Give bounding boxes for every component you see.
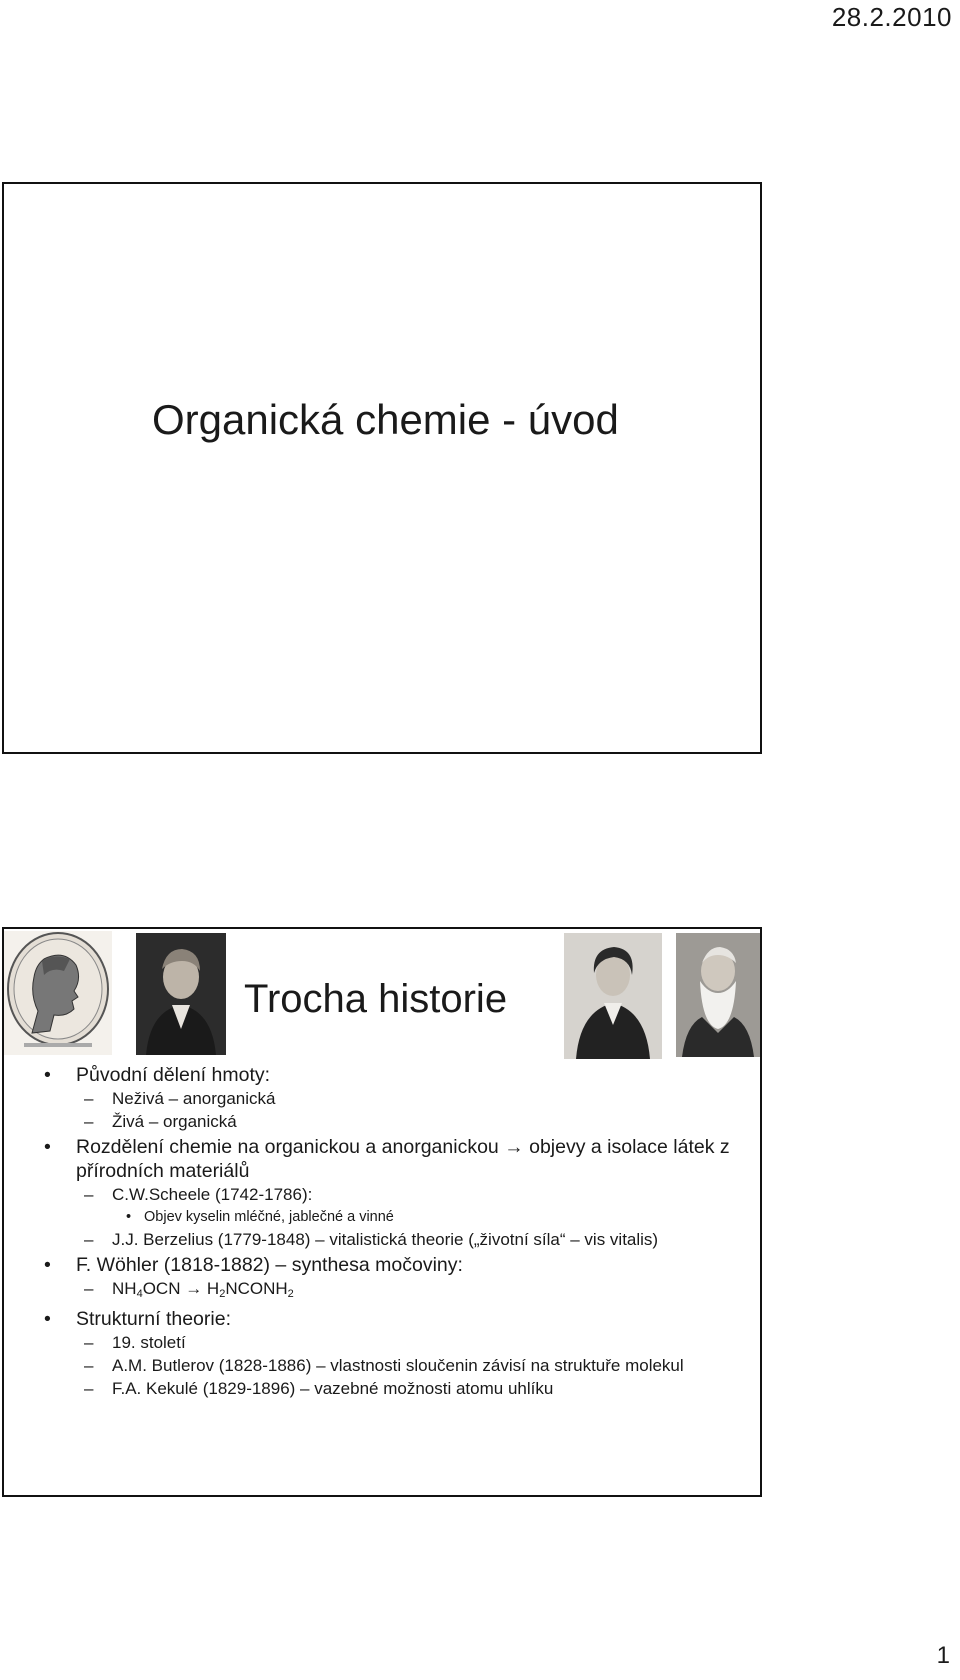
portrait-bearded-man-image [676,933,760,1057]
list-item: – J.J. Berzelius (1779-1848) – vitalistická theorie („životní síla“ – vis vitalis) [34,1230,740,1250]
list-item: • Strukturní theorie: [34,1307,740,1331]
list-item: – C.W.Scheele (1742-1786): [34,1185,740,1205]
list-item: • Objev kyselin mléčné, jablečné a vinné [34,1208,740,1227]
portrait-medallion-image [4,931,112,1055]
list-item: • Původní dělení hmoty: [34,1063,740,1087]
slide-history [2,927,762,1497]
list-item: – Neživá – anorganická [34,1089,740,1109]
chemical-equation: – $NH_4OCN$ → $H_2NCONH_2$ [34,1279,740,1304]
portrait-young-man-image [564,933,662,1059]
slide-history-heading: Trocha historie [244,977,508,1021]
page-number: 1 [936,1642,950,1669]
list-item: – A.M. Butlerov (1828-1886) – vlastnosti sloučenin závisí na struktuře molekul [34,1356,740,1376]
list-item: • F. Wöhler (1818-1882) – synthesa močoviny: [34,1253,740,1277]
portrait-man-dark-coat-image [136,933,226,1055]
document-date: 28.2.2010 [831,2,952,32]
slide-title [2,182,762,754]
history-bullet-list [34,1063,740,1402]
slide-title-heading: Organická chemie - úvod [152,396,619,443]
list-item: • Rozdělení chemie na organickou a anorganickou → objevy a isolace látek z přírodních materiálů [34,1135,740,1183]
list-item: – F.A. Kekulé (1829-1896) – vazebné možnosti atomu uhlíku [34,1379,740,1399]
list-item: – 19. století [34,1333,740,1353]
list-item: – Živá – organická [34,1112,740,1132]
